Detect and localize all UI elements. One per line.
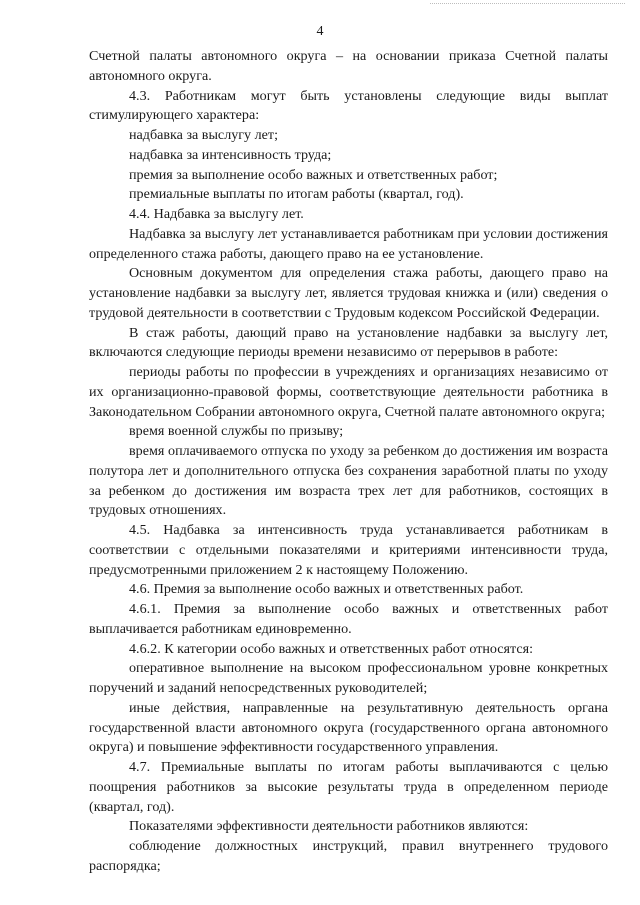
list-item: премиальные выплаты по итогам работы (квартал, год). xyxy=(129,186,464,203)
page-number: 4 xyxy=(316,24,324,39)
document-body xyxy=(89,47,608,877)
paragraph: Счетной палаты автономного округа – на основании приказа Счетной палаты автономного округа. xyxy=(89,48,608,84)
list-item: премия за выполнение особо важных и ответственных работ; xyxy=(129,166,498,183)
paragraph: Показателями эффективности деятельности работников являются: xyxy=(129,818,529,835)
paragraph: Надбавка за выслугу лет устанавливается работникам при условии достижения определенного стажа работы, дающего право на ее установление. xyxy=(89,225,608,262)
list-item: надбавка за выслугу лет; xyxy=(129,127,278,143)
list-item: иные действия, направленные на результативную деятельность органа государственной власти автономного округа (государственного органа автономного округа) и повышение эффективности государственного управления. xyxy=(89,699,608,756)
scan-top-rule xyxy=(430,3,625,4)
paragraph: 4.6.2. К категории особо важных и ответственных работ относятся: xyxy=(129,640,534,657)
list-item: надбавка за интенсивность труда; xyxy=(129,146,332,163)
paragraph: В стаж работы, дающий право на установление надбавки за выслугу лет, включаются следующие периоды времени независимо от перерывов в работе: xyxy=(89,324,608,361)
paragraph: 4.5. Надбавка за интенсивность труда устанавливается работникам в соответствии с отдельными показателями и критериями интенсивности труда, предусмотренными приложением 2 к настоящему Положению. xyxy=(89,522,608,578)
section-heading: 4.6. Премия за выполнение особо важных и ответственных работ. xyxy=(129,581,524,598)
list-item: время военной службы по призыву; xyxy=(129,423,344,440)
list-item: оперативное выполнение на высоком профессиональном уровне конкретных поручений и заданий непосредственных руководителей; xyxy=(89,660,608,696)
paragraph: 4.7. Премиальные выплаты по итогам работы выплачиваются с целью поощрения работников за высокие результаты труда в определенном периоде (квартал, год). xyxy=(89,759,608,815)
paragraph: Основным документом для определения стажа работы, дающего право на установление надбавки за выслугу лет, является трудовая книжка и (или) сведения о трудовой деятельности в соответствии с Трудовым кодексом Российской Федерации. xyxy=(89,265,608,321)
list-item: периоды работы по профессии в учреждениях и организациях независимо от их организационно-правовой формы, соответствующие деятельности работника в Законодательном Собрании автономного округа, Счетной палате автономного округа; xyxy=(89,364,608,420)
paragraph: 4.3. Работникам могут быть установлены следующие виды выплат стимулирующего характера: xyxy=(89,87,608,124)
paragraph: 4.6.1. Премия за выполнение особо важных и ответственных работ выплачивается работникам единовременно. xyxy=(89,601,608,637)
section-heading: 4.4. Надбавка за выслугу лет. xyxy=(129,206,304,222)
list-item: соблюдение должностных инструкций, правил внутреннего трудового распорядка; xyxy=(89,838,608,874)
list-item: время оплачиваемого отпуска по уходу за ребенком до достижения им возраста полутора лет и дополнительного отпуска без сохранения заработной платы по уходу за ребенком до достижения им возраста трех лет для работников, состоящих в трудовых отношениях. xyxy=(89,443,608,519)
